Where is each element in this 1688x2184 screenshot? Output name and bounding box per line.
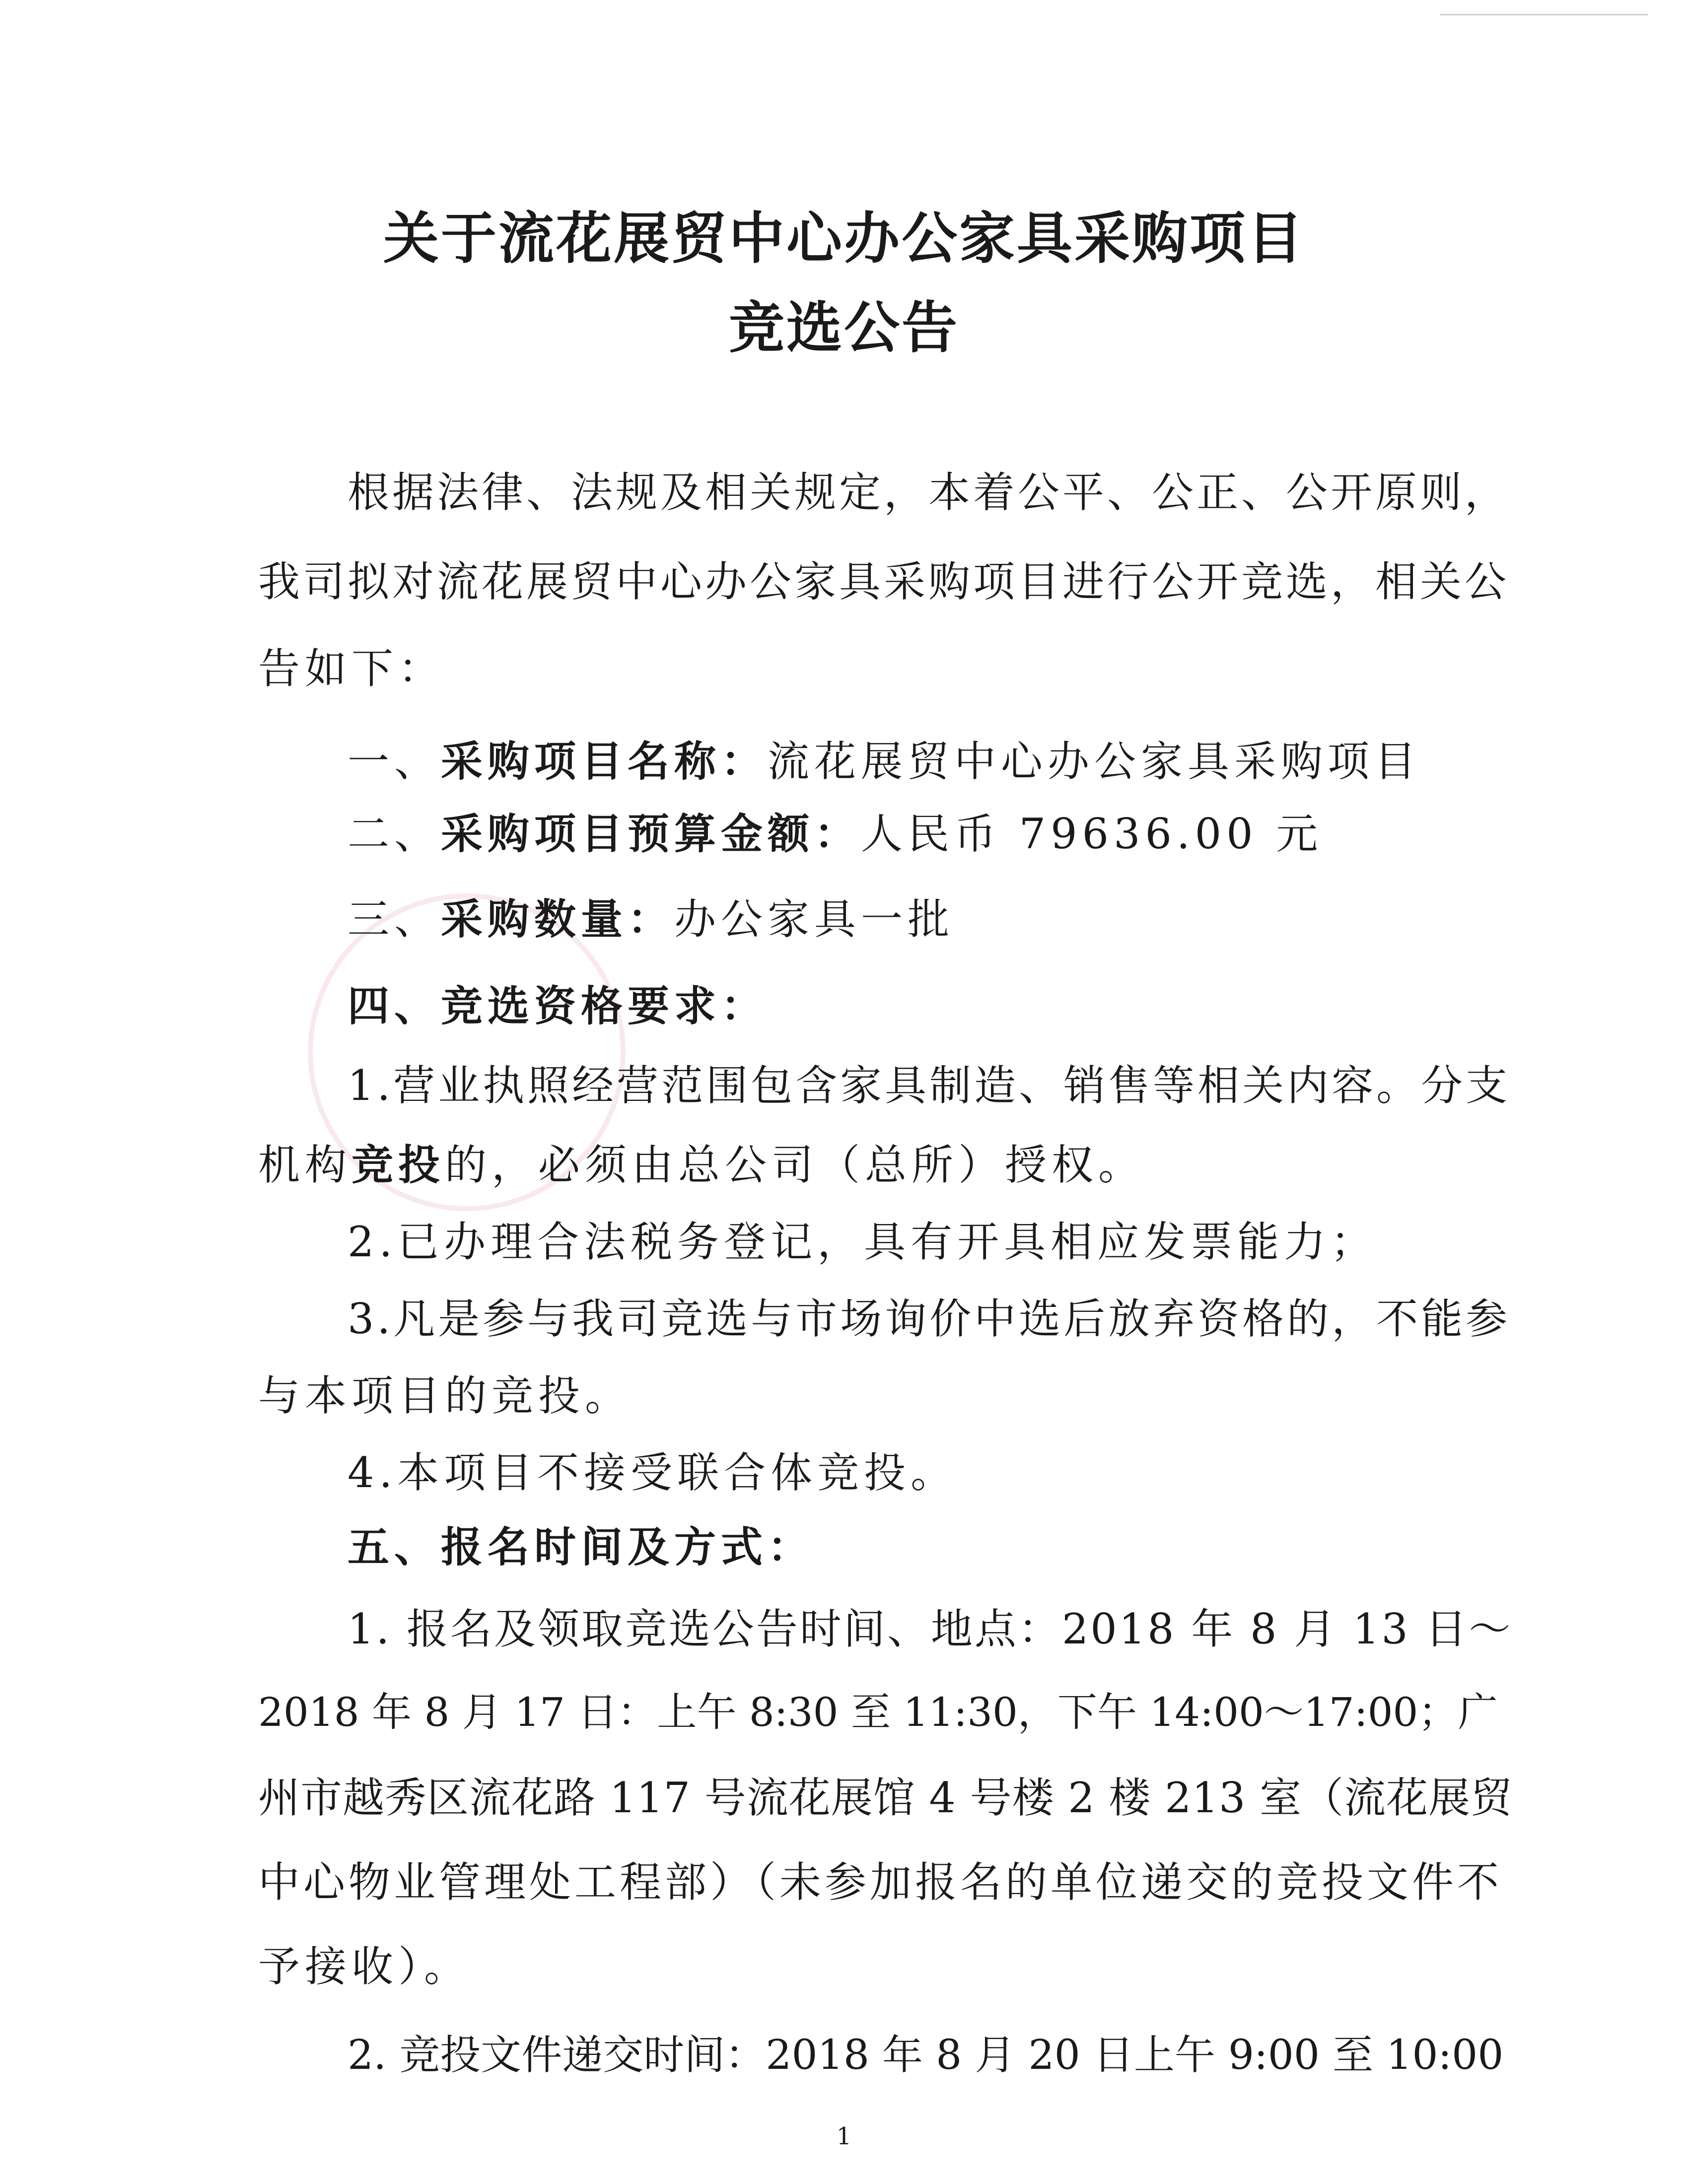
intro-line-1: 根据法律、法规及相关规定，本着公平、公正、公开原则， xyxy=(348,468,1510,517)
section-4-item-1-line-1: 1.营业执照经营范围包含家具制造、销售等相关内容。分支 xyxy=(348,1061,1511,1110)
section-4-heading: 四、竞选资格要求： xyxy=(348,982,768,1030)
section-4-item-3-line-1: 3.凡是参与我司竞选与市场询价中选后放弃资格的，不能参 xyxy=(348,1295,1511,1343)
section-2-value: 人民币 79636.00 元 xyxy=(861,810,1323,858)
section-4-item-1-line-2 xyxy=(258,1141,1145,1189)
section-1-line xyxy=(348,737,1421,786)
section-3-heading: 采购数量： xyxy=(441,895,675,944)
intro-line-2: 我司拟对流花展贸中心办公家具采购项目进行公开竞选，相关公 xyxy=(258,557,1510,606)
section-5-item-1-line-2: 2018 年 8 月 17 日：上午 8:30 至 11:30，下午 14:00～17:00；广 xyxy=(258,1689,1498,1735)
section-2-label: 二、 xyxy=(348,810,441,858)
section-4-item-3-line-2: 与本项目的竞投。 xyxy=(258,1371,632,1420)
section-1-value: 流花展贸中心办公家具采购项目 xyxy=(768,737,1421,786)
section-4-item-1-text-b: 竞投 xyxy=(352,1141,445,1189)
page-number: 1 xyxy=(836,2122,852,2150)
section-5-item-1-line-4: 中心物业管理处工程部）（未参加报名的单位递交的竞投文件不 xyxy=(258,1858,1503,1907)
section-3-value: 办公家具一批 xyxy=(674,895,955,944)
section-4-item-1-text-a: 机构 xyxy=(258,1141,352,1189)
document-title-line1: 关于流花展贸中心办公家具采购项目 xyxy=(383,206,1305,271)
section-5-heading: 五、报名时间及方式： xyxy=(348,1523,815,1571)
section-5-item-1-line-5: 予接收）。 xyxy=(258,1942,471,1991)
section-1-label: 一、 xyxy=(348,737,441,786)
section-1-heading: 采购项目名称： xyxy=(441,737,768,786)
section-5-item-1-line-3: 州市越秀区流花路 117 号流花展馆 4 号楼 2 楼 213 室（流花展贸 xyxy=(258,1774,1513,1822)
section-4-item-1-text-c: 的，必须由总公司（总所）授权。 xyxy=(445,1141,1145,1189)
scan-artifact-line xyxy=(1440,14,1648,15)
section-2-heading: 采购项目预算金额： xyxy=(441,810,861,858)
document-title-line2: 竞选公告 xyxy=(729,296,959,360)
section-5-item-2-line-1: 2. 竞投文件递交时间：2018 年 8 月 20 日上午 9:00 至 10:00 xyxy=(348,2032,1504,2079)
section-3-line xyxy=(348,895,955,944)
section-5-item-1-line-1: 1. 报名及领取竞选公告时间、地点：2018 年 8 月 13 日～ xyxy=(348,1605,1513,1653)
intro-line-3: 告如下： xyxy=(258,644,445,693)
section-3-label: 三、 xyxy=(348,895,441,944)
section-2-line xyxy=(348,810,1323,858)
section-4-item-4: 4.本项目不接受联合体竞投。 xyxy=(348,1448,958,1497)
section-4-item-2: 2.已办理合法税务登记，具有开具相应发票能力； xyxy=(348,1218,1378,1266)
